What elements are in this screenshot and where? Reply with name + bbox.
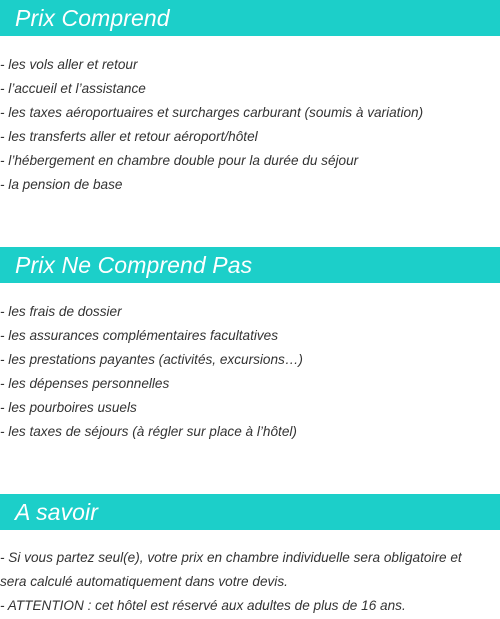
section-title: A savoir <box>15 498 99 525</box>
list-item: - la pension de base <box>0 177 123 192</box>
section-prix-ne-comprend-pas <box>0 247 500 444</box>
section-banner <box>0 247 500 283</box>
list-item: - l’hébergement en chambre double pour la durée du séjour <box>0 153 359 168</box>
list-item: - les transferts aller et retour aéroport/hôtel <box>0 129 258 144</box>
section-banner <box>0 0 500 36</box>
excluded-list <box>0 300 500 444</box>
section-a-savoir <box>0 494 500 618</box>
note-line: - ATTENTION : cet hôtel est réservé aux adultes de plus de 16 ans. <box>0 598 406 613</box>
list-item: - les assurances complémentaires facultatives <box>0 328 279 343</box>
section-title: Prix Ne Comprend Pas <box>15 251 253 278</box>
list-item: - l’accueil et l’assistance <box>0 81 146 96</box>
section-banner <box>0 494 500 530</box>
list-item: - les prestations payantes (activités, excursions…) <box>0 352 303 367</box>
list-item: - les taxes aéroportuaires et surcharges carburant (soumis à variation) <box>0 105 424 120</box>
section-prix-comprend <box>0 0 500 197</box>
list-item: - les dépenses personnelles <box>0 376 170 391</box>
notes-paragraph <box>0 546 500 618</box>
list-item: - les pourboires usuels <box>0 400 137 415</box>
list-item: - les frais de dossier <box>0 304 122 319</box>
included-list <box>0 53 500 197</box>
list-item: - les taxes de séjours (à régler sur place à l’hôtel) <box>0 424 297 439</box>
note-line: - Si vous partez seul(e), votre prix en chambre individuelle sera obligatoire et sera calculé automatiquement dans votre devis. <box>0 550 462 589</box>
section-title: Prix Comprend <box>15 4 170 31</box>
list-item: - les vols aller et retour <box>0 57 138 72</box>
